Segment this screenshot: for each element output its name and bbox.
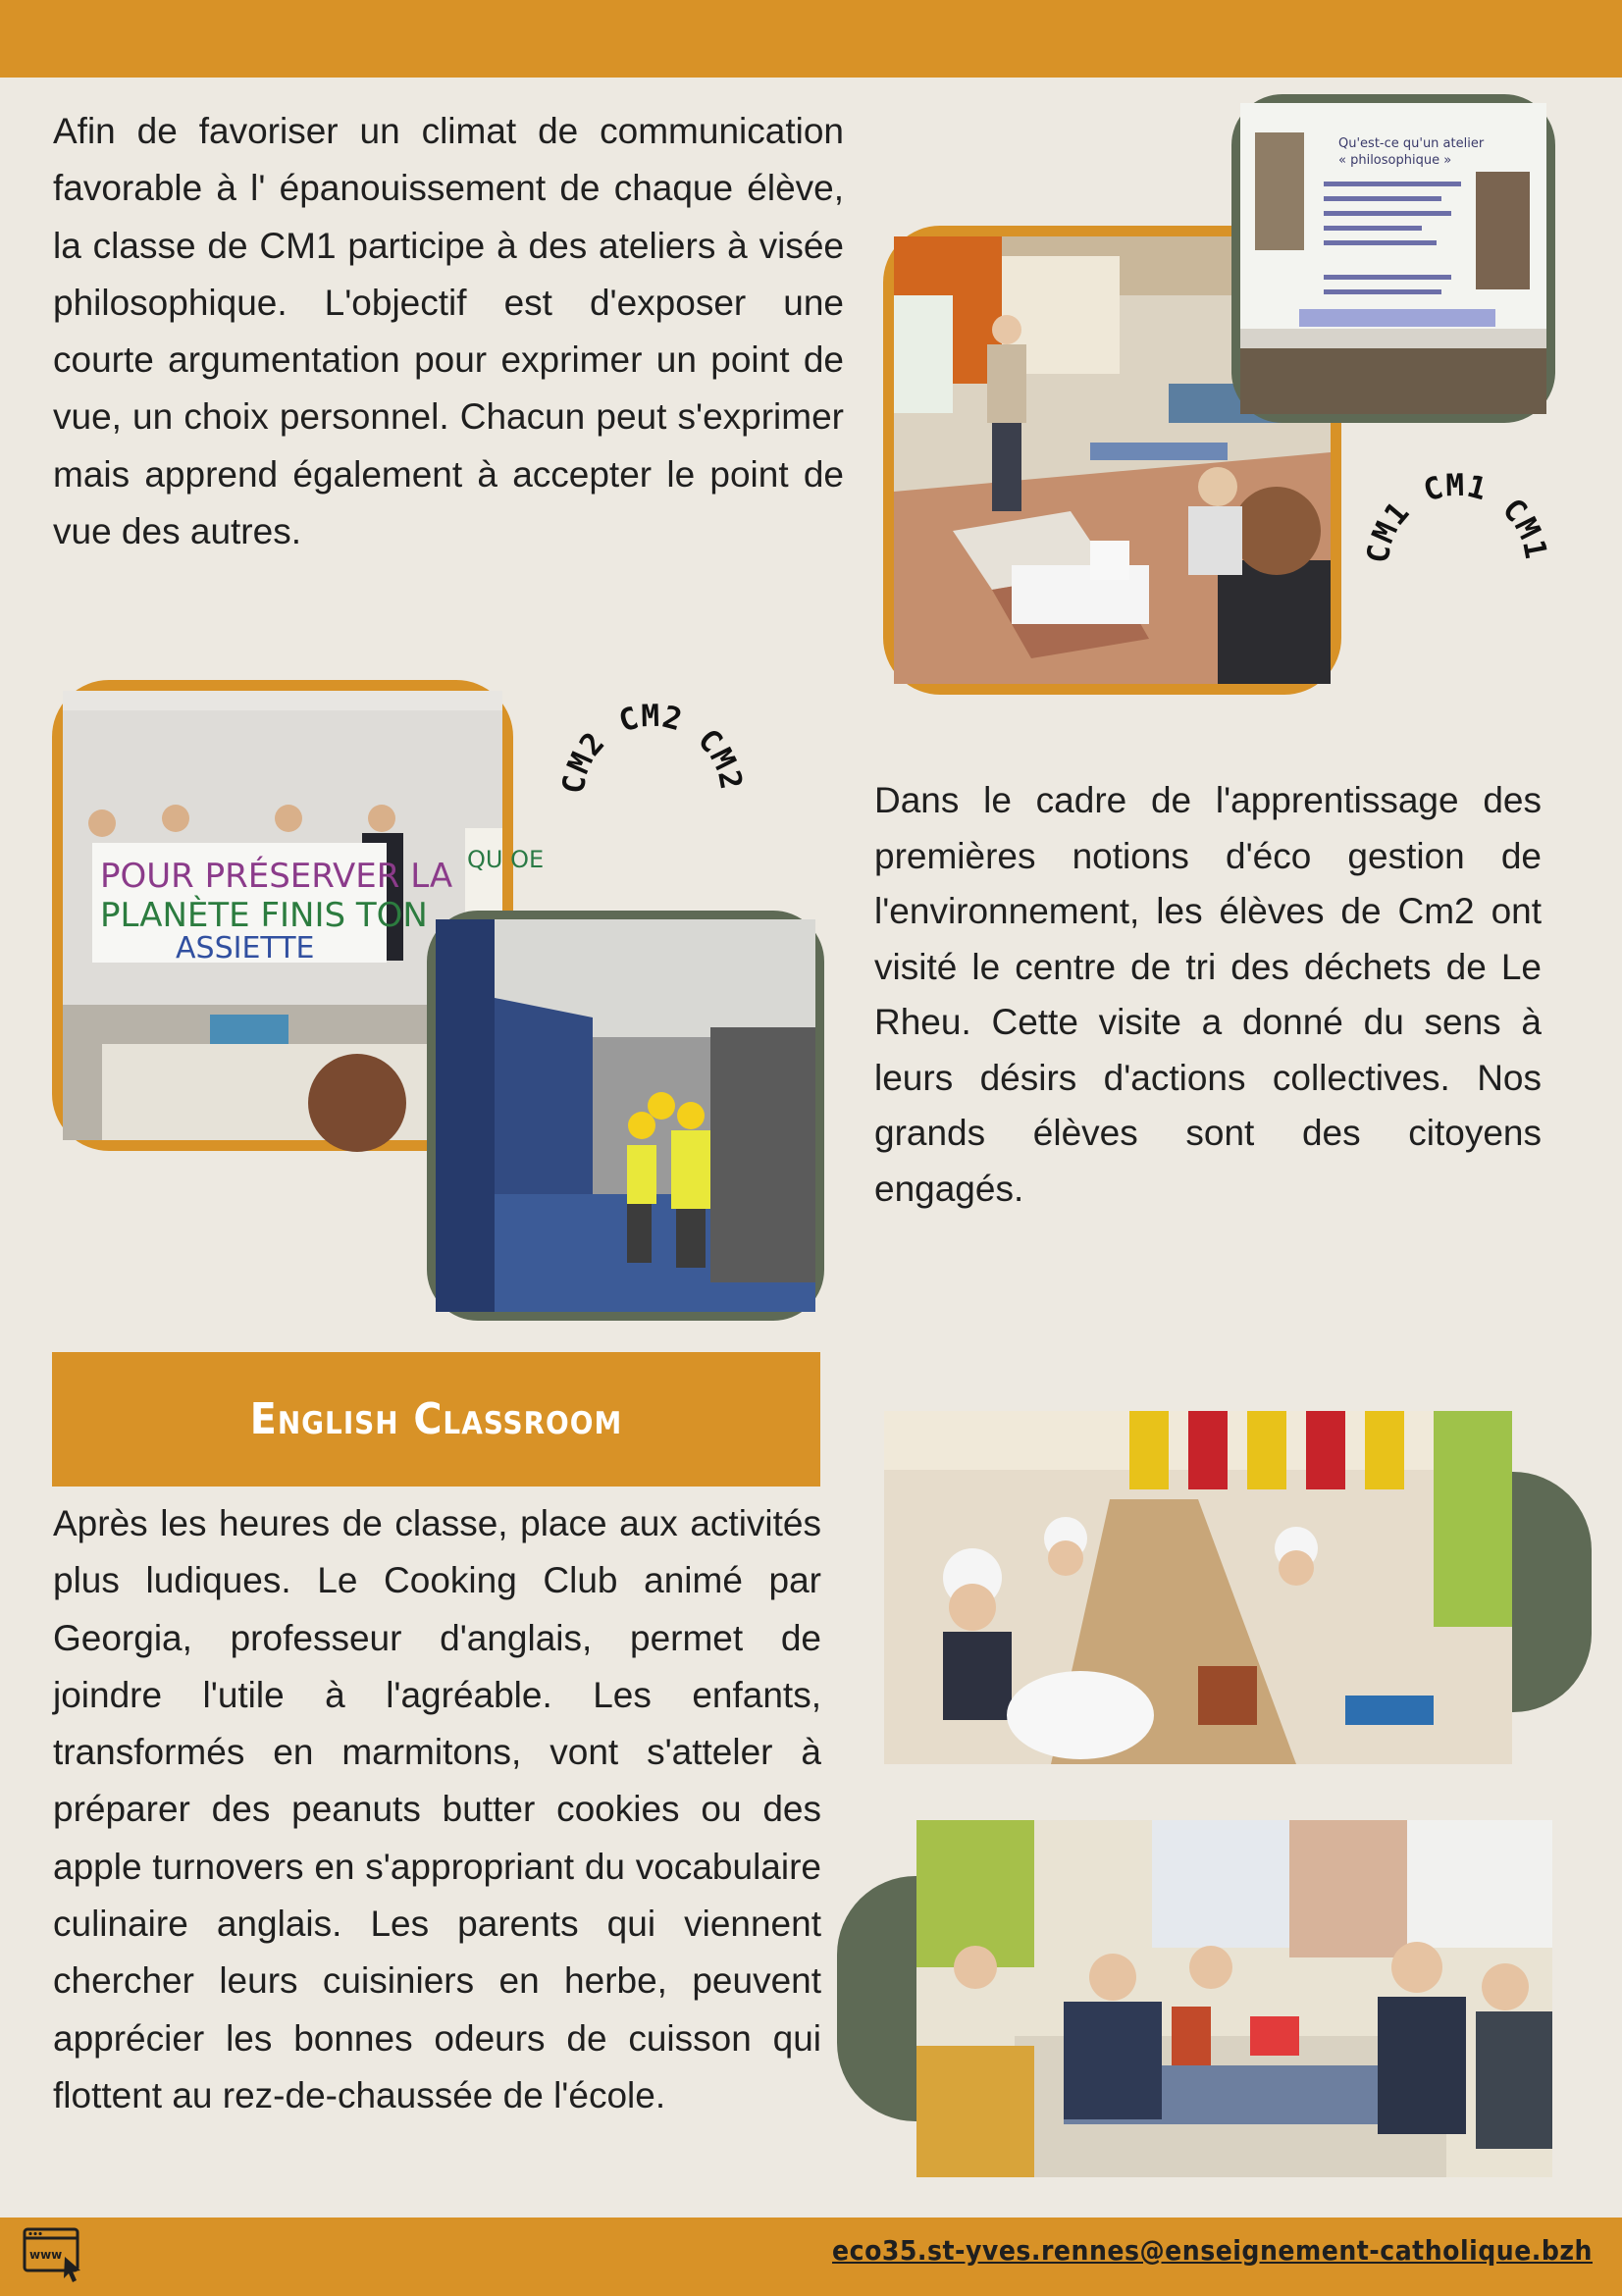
philosophy-slide-photo [1231, 94, 1555, 423]
section-title: English Classroom [249, 1394, 623, 1444]
cooking-club-photo-1 [884, 1411, 1512, 1764]
svg-text:CM1 CM1 CM1 [1361, 468, 1554, 565]
poster-line2: PLANÈTE FINIS TON [100, 896, 428, 935]
web-icon-label: www [29, 2248, 63, 2262]
cm2-ring-badge [549, 692, 756, 898]
cm1-ring-text: CM1 CM1 CM1 [1360, 467, 1554, 566]
sorting-centre-photo [427, 911, 824, 1321]
poster-side: QU OE [467, 846, 545, 873]
slide-title-line1: Qu'est-ce qu'un atelier [1338, 136, 1485, 151]
cm2-paragraph: Dans le cadre de l'apprentissage des premières notions d'éco gestion de l'environnement, les élèves de Cm2 ont visité le centre de tri des déchets de Le Rheu. Cette visite a donné du sens à leurs désirs d'actions collectives. Nos grands élèves sont des citoyens engagés. [874, 780, 1542, 1209]
cm1-ring-badge [1354, 461, 1560, 667]
cooking-club-photo-2 [916, 1820, 1552, 2177]
top-banner [0, 0, 1622, 78]
english-paragraph: Après les heures de classe, place aux activités plus ludiques. Le Cooking Club animé par Georgia, professeur d'anglais, permet de joindre l'utile à l'agréable. Les enfants, transformés en marmitons, vont s'atteler à préparer des peanuts butter cookies ou des apple turnovers en s'appropriant du vocabulaire culinaire anglais. Les parents qui viennent chercher leurs cuisiniers en herbe, peuvent apprécier les bonnes odeurs de cuisson qui flottent au rez-de-chaussée de l'école. [53, 1503, 821, 2115]
contact-email-link[interactable]: eco35.st-yves.rennes@enseignement-catholique.bzh [832, 2234, 1593, 2267]
cm2-ring-text: CM2 CM2 CM2 [555, 698, 750, 797]
web-browser-icon [22, 2223, 86, 2284]
svg-text:CM2 CM2 CM2 [556, 699, 750, 796]
poster-line1: POUR PRÉSERVER LA [100, 857, 453, 896]
english-classroom-banner [52, 1352, 820, 1487]
cm1-paragraph: Afin de favoriser un climat de communication favorable à l' épanouissement de chaque élève, la classe de CM1 participe à des ateliers à visée philosophique. L'objectif est d'exposer une courte argumentation pour exprimer un point de vue, un choix personnel. Chacun peut s'exprimer mais apprend également à accepter le point de vue des autres. [53, 111, 844, 552]
poster-line3: ASSIETTE [176, 931, 315, 965]
slide-title-line2: « philosophique » [1338, 153, 1452, 168]
